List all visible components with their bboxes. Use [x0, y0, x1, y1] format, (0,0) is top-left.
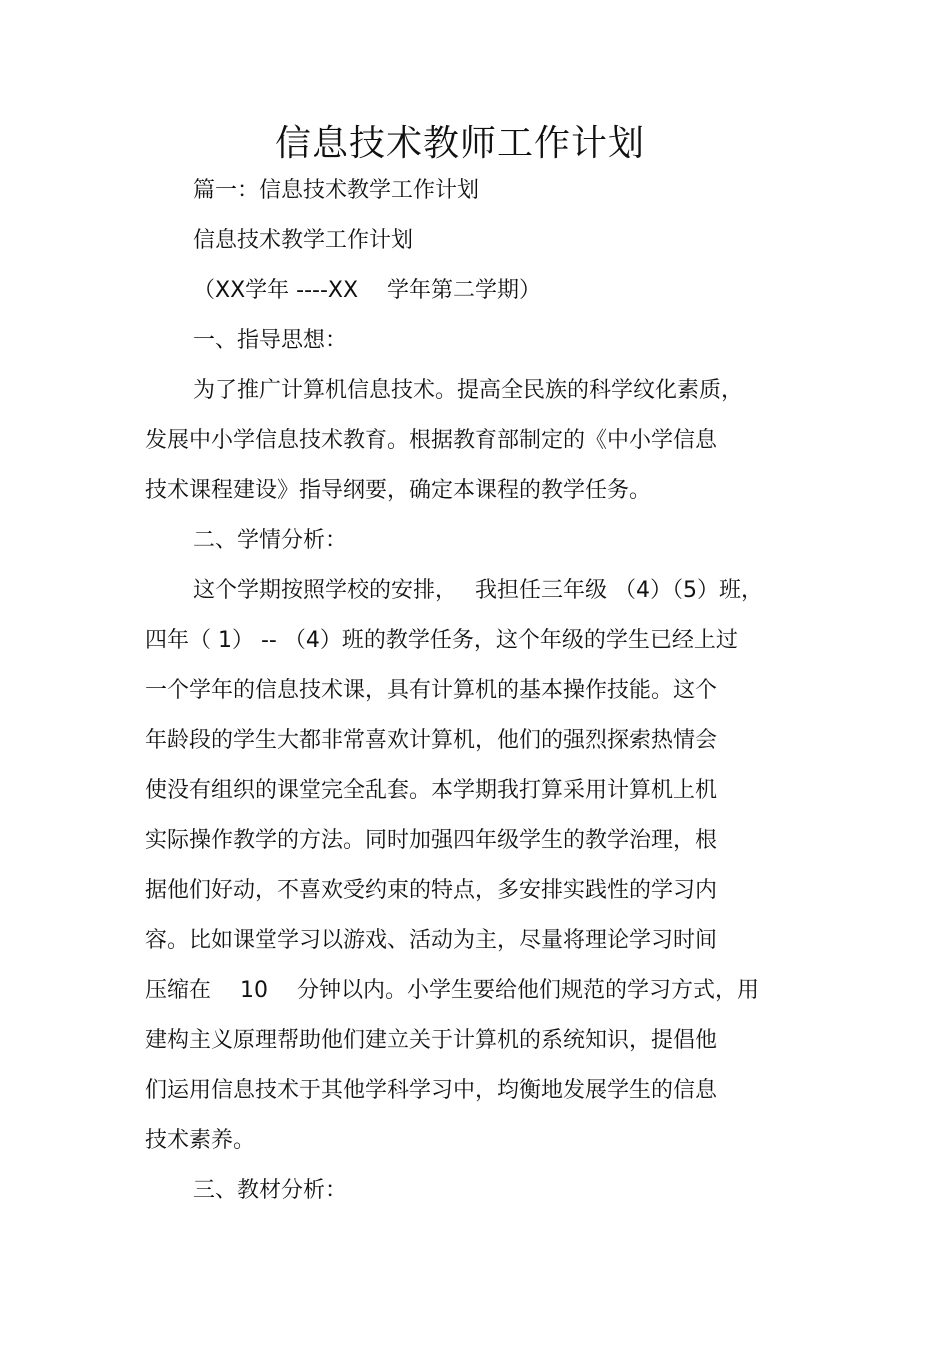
- paragraph-line: 一个学年的信息技术课，具有计算机的基本操作技能。这个: [145, 678, 718, 703]
- paragraph-line: 实际操作教学的方法。同时加强四年级学生的教学治理，根: [145, 828, 718, 853]
- paragraph-line: 发展中小学信息技术教育。根据教育部制定的《中小学信息: [145, 428, 718, 453]
- document-title: 信息技术教师工作计划: [274, 123, 645, 164]
- paragraph-line: 为了推广计算机信息技术。提高全民族的科学纹化素质，: [193, 378, 744, 403]
- paragraph-line: 压缩在 10 分钟以内。小学生要给他们规范的学习方式，用: [145, 978, 759, 1003]
- heading-learning-analysis: 二、学情分析：: [193, 528, 348, 553]
- school-year-line: （XX学年 ----XX 学年第二学期）: [193, 278, 542, 303]
- section-heading-part-one: 篇一：信息技术教学工作计划: [193, 178, 480, 203]
- paragraph-line: 年龄段的学生大都非常喜欢计算机，他们的强烈探索热情会: [145, 728, 718, 753]
- paragraph-line: 技术素养。: [145, 1128, 256, 1153]
- paragraph-line: 使没有组织的课堂完全乱套。本学期我打算采用计算机上机: [145, 778, 718, 803]
- paragraph-line: 这个学期按照学校的安排， 我担任三年级 （4）（5）班，: [193, 578, 763, 603]
- subtitle: 信息技术教学工作计划: [193, 228, 414, 253]
- heading-textbook-analysis: 三、教材分析：: [193, 1178, 348, 1203]
- paragraph-line: 容。比如课堂学习以游戏、活动为主，尽量将理论学习时间: [145, 928, 718, 953]
- paragraph-line: 四年（ 1） -- （4）班的教学任务，这个年级的学生已经上过: [145, 628, 738, 653]
- paragraph-line: 技术课程建设》指导纲要，确定本课程的教学任务。: [145, 478, 652, 503]
- heading-guiding-thought: 一、指导思想：: [193, 328, 348, 353]
- paragraph-line: 建构主义原理帮助他们建立关于计算机的系统知识，提倡他: [145, 1028, 718, 1053]
- paragraph-line: 们运用信息技术于其他学科学习中，均衡地发展学生的信息: [145, 1078, 718, 1103]
- paragraph-line: 据他们好动，不喜欢受约束的特点，多安排实践性的学习内: [145, 878, 718, 903]
